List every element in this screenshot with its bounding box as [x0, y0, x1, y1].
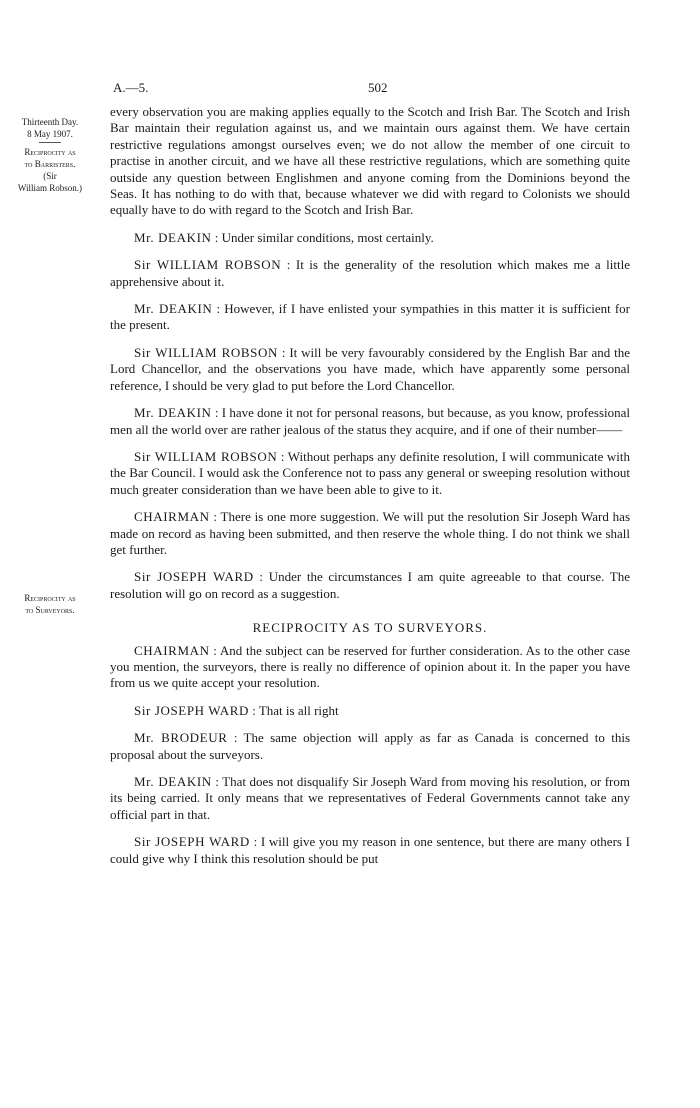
paragraph [110, 449, 630, 498]
paragraph-text: every observation you are making applies equally to the Scotch and Irish Bar. The Scotch and Irish Bar maintain their regulation against us, and we maintain ours against them. We have certain restrictive regulations amongst ourselves even; we do not allow the member of one circuit to practise in another circuit, and we have all these restrictive regulations, which are something quite outside any question between Englishmen and anyone coming from the Dominions beyond the Seas. It has nothing to do with that, because whatever we did with regard to Colonists we should equally have to do with regard to the Scotch and Irish Bar. [110, 104, 630, 218]
margin-note-surveyors [4, 592, 96, 616]
paragraph [110, 730, 630, 763]
speaker-name: CHAIRMAN [134, 642, 210, 658]
paragraph [110, 834, 630, 867]
margin-topic-line: to Surveyors. [25, 605, 75, 615]
margin-date: 8 May 1907. [27, 129, 73, 139]
speaker-name: Sir WILLIAM ROBSON [134, 344, 278, 360]
paragraph-text: : That does not disqualify Sir Joseph Ward from moving his resolution, or from its being carried. It only means that we representatives of Federal Governments cannot take any official part in that. [110, 774, 631, 822]
speaker-name: Mr. DEAKIN [134, 774, 212, 789]
paragraph-text: : That is all right [252, 702, 339, 718]
paragraph [110, 509, 630, 558]
speaker-name: CHAIRMAN [134, 509, 210, 525]
paragraph [110, 230, 630, 246]
paragraph-text: : Under the circumstances I am quite agreeable to that course. The resolution will go on record as a suggestion. [110, 569, 630, 601]
paragraph [110, 104, 630, 219]
speaker-name: Mr. BRODEUR [134, 730, 228, 746]
paragraph-text: : I will give you my reason in one sentence, but there are many others I could give why I think this resolution should be put [110, 834, 630, 866]
speaker-name: Mr. DEAKIN [134, 301, 213, 317]
speaker-name: Sir JOSEPH WARD [134, 569, 254, 585]
paragraph-text: : I have done it not for personal reasons, but because, as you know, professional men all the world over are rather jealous of the status they acquire, and if one of their number—— [110, 405, 631, 437]
main-text [110, 104, 630, 878]
speaker-name: Mr. DEAKIN [134, 405, 212, 421]
paragraph-text: : Without perhaps any definite resolution, I will communicate with the Bar Council. I would ask the Conference not to pass any general or sweeping resolution without much greater consideration than we have been able to give to it. [110, 448, 630, 497]
page-reference: A.—5. [113, 80, 149, 95]
paragraph-text: : It will be very favourably considered by the English Bar and the Lord Chancellor, and the observations you have made, which have apparently some personal reference, I should be very glad to put before the Lord Chancellor. [110, 344, 631, 393]
speaker-name: Sir WILLIAM ROBSON [134, 257, 282, 273]
paragraph [110, 569, 630, 602]
paragraph-text: : And the subject can be reserved for further consideration. As to the other case you mention, the surveyors, there is really no difference of opinion about it. In the paper you have from us we quite accept your resolution. [110, 642, 630, 691]
page-number: 502 [368, 80, 388, 95]
paragraph [110, 301, 630, 334]
margin-day: Thirteenth Day. [21, 117, 79, 127]
paragraph [110, 774, 630, 823]
speaker-name: Sir JOSEPH WARD [134, 702, 249, 718]
paragraph [110, 703, 630, 719]
paragraph [110, 257, 630, 290]
margin-speaker-line: William Robson.) [17, 183, 83, 193]
margin-topic-line: to Barristers. [24, 159, 76, 169]
margin-note-barristers [4, 116, 96, 194]
speaker-name: Sir JOSEPH WARD [134, 834, 250, 850]
paragraph-text: : The same objection will apply as far as Canada is concerned to this proposal about the surveyors. [110, 730, 631, 762]
paragraph-text: : It is the generality of the resolution which makes me a little apprehensive about it. [110, 257, 631, 289]
margin-divider [39, 142, 61, 143]
paragraph-text: : Under similar conditions, most certainly. [214, 229, 434, 245]
section-heading: RECIPROCITY AS TO SURVEYORS. [252, 620, 488, 636]
speaker-name: Mr. DEAKIN [134, 229, 212, 245]
speaker-name: Sir WILLIAM ROBSON [134, 448, 278, 464]
paragraph [110, 345, 630, 394]
paragraph-text: : There is one more suggestion. We will put the resolution Sir Joseph Ward has made on record as having been submitted, and then reserve the whole thing. I do not think we shall get further. [110, 509, 630, 557]
margin-speaker-line: (Sir [43, 171, 57, 181]
paragraph [110, 405, 630, 438]
paragraph [110, 643, 630, 692]
paragraph-text: : However, if I have enlisted your sympathies in this matter it is sufficient for the present. [110, 301, 630, 333]
margin-topic-line: Reciprocity as [24, 593, 76, 603]
margin-topic-line: Reciprocity as [24, 147, 76, 157]
